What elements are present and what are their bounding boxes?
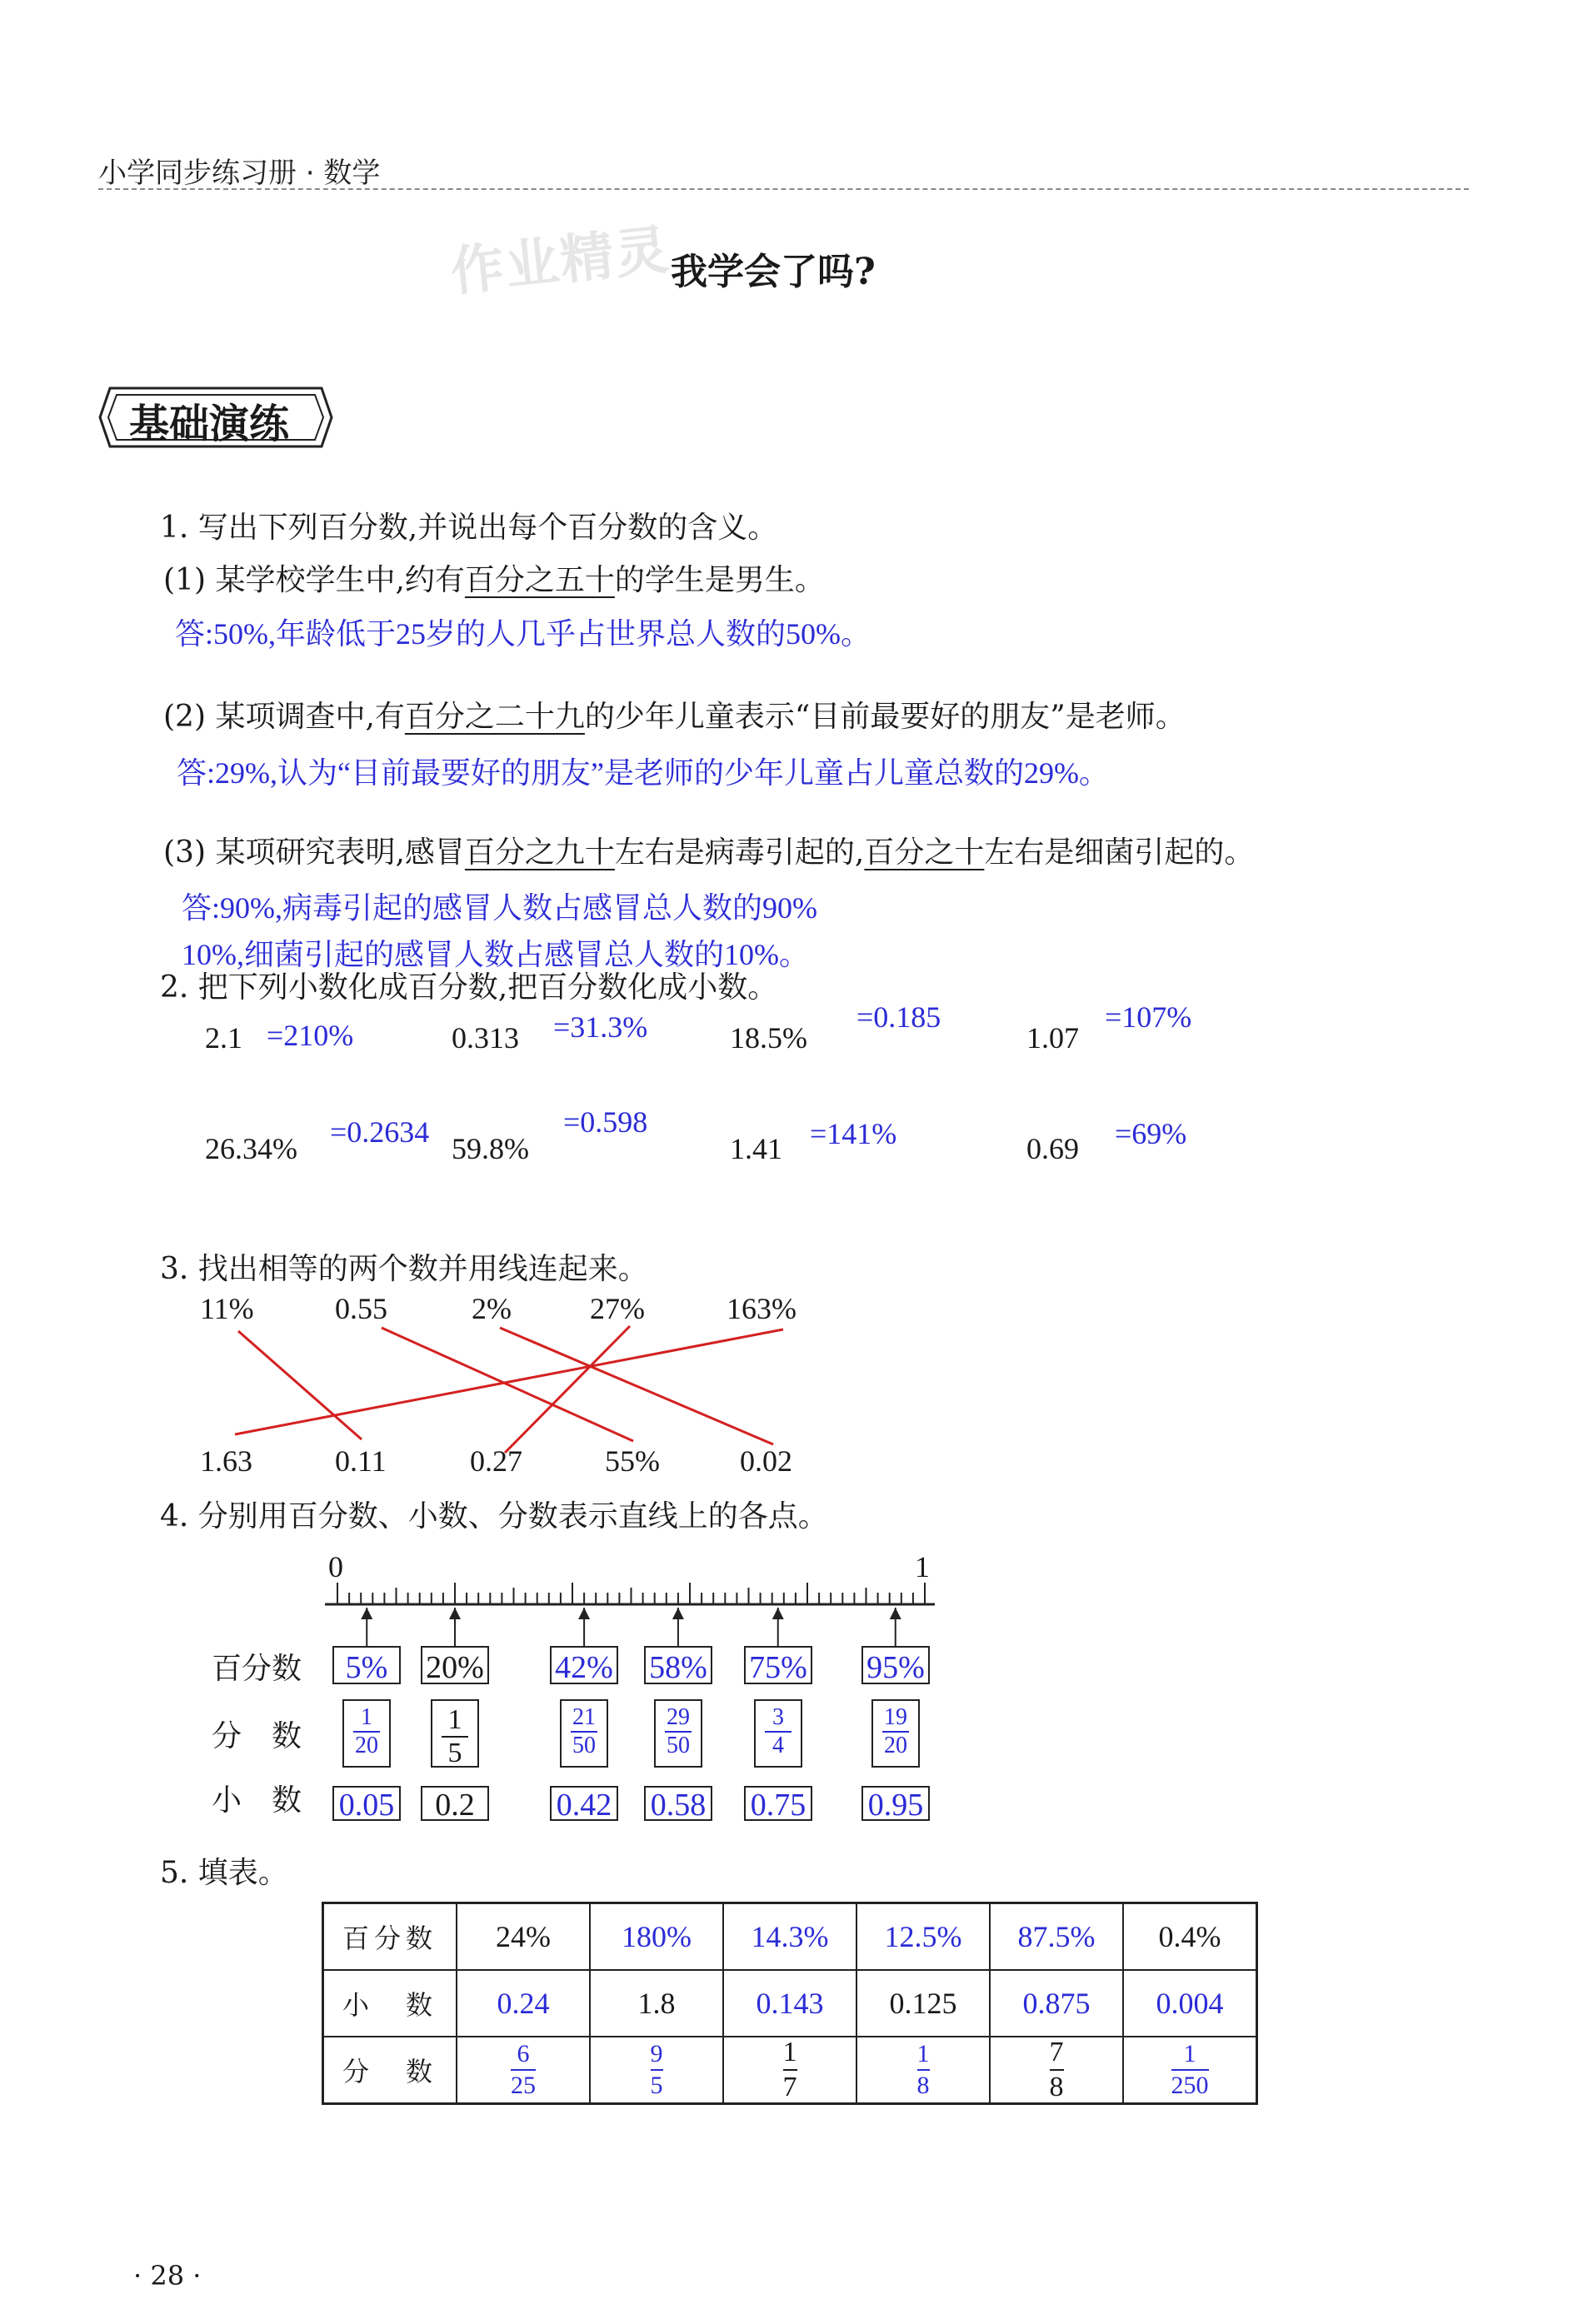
q1-item-2-underlined: 百分之二十九 — [404, 700, 585, 734]
percent-value: 42% — [555, 1650, 613, 1685]
page-number: · 28 · — [133, 2260, 202, 2292]
percent-answer-box[interactable] — [861, 1646, 930, 1684]
decimal-value: 0.05 — [338, 1788, 395, 1823]
percent-answer-box[interactable] — [421, 1646, 489, 1684]
q3-bottom-0.02: 0.02 — [740, 1444, 792, 1478]
fraction-answer-box[interactable] — [431, 1699, 479, 1768]
decimal-value: 0.95 — [867, 1788, 924, 1823]
q2-r2-question: 26.34% — [205, 1132, 297, 1165]
q5-title: 5. 填表。 — [160, 1856, 288, 1890]
table-row-percent — [323, 1903, 1257, 1971]
q3-bottom-0.27: 0.27 — [470, 1444, 522, 1478]
denominator: 25 — [511, 2072, 536, 2099]
q2-r2-question: 1.41 — [730, 1132, 782, 1165]
fraction-value: 29 50 — [656, 1706, 701, 1758]
table-cell — [1123, 2037, 1257, 2104]
q3-bottom-0.11: 0.11 — [335, 1444, 387, 1478]
percent-answer-box[interactable] — [644, 1646, 712, 1684]
book-title: 小学同步练习册 · 数学 — [98, 157, 381, 190]
q3-top-11pct: 11% — [200, 1292, 254, 1325]
numberline-start-label: 0 — [328, 1550, 343, 1583]
numerator: 1 — [1183, 2040, 1196, 2067]
table-cell: 1.8 — [590, 1970, 723, 2037]
numberline-end-label: 1 — [915, 1550, 930, 1583]
q3-top-2pct: 2% — [472, 1292, 512, 1325]
table-cell: 0.875 — [990, 1970, 1123, 2037]
q1-item-3-underlined-2: 百分之十 — [864, 835, 985, 870]
q2-r1-question: 2.1 — [205, 1021, 242, 1055]
fraction-value: 19 20 — [873, 1706, 918, 1758]
percent-answer-box[interactable] — [744, 1646, 812, 1684]
arrowhead-icon — [772, 1608, 784, 1619]
table-cell: 0.24 — [457, 1970, 590, 2037]
q3-top-163pct: 163% — [727, 1292, 796, 1325]
percent-value: 5% — [345, 1650, 388, 1685]
denominator: 250 — [1171, 2072, 1209, 2099]
q2-r1-question: 1.07 — [1026, 1021, 1079, 1055]
q2-r1-answer: =210% — [267, 1019, 354, 1052]
q3-bottom-55pct: 55% — [605, 1444, 660, 1478]
percent-value: 58% — [649, 1650, 707, 1685]
percent-value: 75% — [749, 1650, 807, 1685]
arrowhead-icon — [578, 1608, 590, 1619]
q2-r1-question: 18.5% — [730, 1021, 807, 1055]
q2-r1-answer: =31.3% — [553, 1010, 648, 1044]
arrowhead-icon — [890, 1608, 901, 1619]
q1-item-1-text-end: 的学生是男生。 — [614, 563, 825, 597]
section-badge-label: 基础演练 — [129, 401, 290, 447]
denominator: 5 — [650, 2072, 663, 2099]
numerator: 9 — [650, 2040, 663, 2067]
q2-r1-answer: =107% — [1105, 1000, 1192, 1034]
row-label-percent: 百分数 — [212, 1652, 302, 1686]
row-label-fraction: 分 数 — [212, 1719, 302, 1753]
denominator: 7 — [782, 2072, 797, 2102]
denominator: 8 — [916, 2072, 930, 2099]
q2-r2-question: 59.8% — [452, 1132, 529, 1165]
q1-item-3-text-end: 左右是细菌引起的。 — [984, 835, 1255, 870]
decimal-answer-box[interactable] — [332, 1786, 401, 1821]
fraction-answer-box[interactable] — [560, 1699, 608, 1768]
fraction-answer-box[interactable] — [754, 1699, 802, 1768]
decimal-value: 0.2 — [435, 1788, 475, 1823]
q1-item-2-text: (2) 某项调查中,有 — [163, 700, 405, 734]
decimal-answer-box[interactable] — [421, 1786, 489, 1821]
decimal-value: 0.75 — [750, 1788, 806, 1823]
fraction-answer-box[interactable] — [871, 1699, 920, 1768]
fraction-answer-box[interactable] — [654, 1699, 702, 1768]
q1-item-2-text-end: 的少年儿童表示“目前最要好的朋友”是老师。 — [584, 700, 1186, 734]
table-row-decimal — [323, 1970, 1257, 2037]
q1-answer-1: 答:50%,年龄低于25岁的人几乎占世界总人数的50%。 — [175, 617, 871, 651]
denominator: 8 — [1049, 2072, 1064, 2102]
q3-title: 3. 找出相等的两个数并用线连起来。 — [160, 1252, 648, 1286]
decimal-answer-box[interactable] — [744, 1786, 812, 1821]
q4-title: 4. 分别用百分数、小数、分数表示直线上的各点。 — [160, 1499, 828, 1534]
q1-item-1-text: (1) 某学校学生中,约有 — [163, 563, 465, 597]
table-cell: 0.004 — [1123, 1970, 1257, 2037]
table-cell: 0.4% — [1123, 1903, 1257, 1971]
table-header-percent: 百分数 — [323, 1903, 457, 1971]
q1-answer-2: 答:29%,认为“目前最要好的朋友”是老师的少年儿童占儿童总数的29%。 — [177, 756, 1109, 790]
decimal-answer-box[interactable] — [644, 1786, 712, 1821]
decimal-value: 0.42 — [556, 1788, 612, 1823]
table-row-fraction — [323, 2037, 1257, 2104]
q1-item-3-text: (3) 某项研究表明,感冒 — [163, 835, 465, 870]
q3-top-27pct: 27% — [590, 1292, 645, 1325]
q1-answer-3a: 答:90%,病毒引起的感冒人数占感冒总人数的90% — [182, 891, 817, 925]
q3-top-0.55: 0.55 — [335, 1292, 387, 1325]
table-cell — [856, 2037, 990, 2104]
q2-r1-answer: =0.185 — [856, 1000, 941, 1034]
q1-answer-3b: 10%,细菌引起的感冒人数占感冒总人数的10%。 — [182, 938, 809, 971]
watermark: 作业精灵 — [447, 219, 673, 304]
q1-item-3-underlined-1: 百分之九十 — [464, 835, 615, 870]
arrowhead-icon — [361, 1608, 372, 1619]
q2-r1-question: 0.313 — [452, 1021, 519, 1055]
q1-title: 1. 写出下列百分数,并说出每个百分数的含义。 — [160, 511, 778, 545]
fraction-value: 21 50 — [562, 1706, 607, 1758]
conversion-table — [322, 1902, 1258, 2105]
numerator: 1 — [782, 2037, 797, 2067]
table-cell: 24% — [457, 1903, 590, 1971]
table-header-fraction: 分 数 — [323, 2037, 457, 2104]
table-header-decimal: 小 数 — [323, 1970, 457, 2037]
table-cell: 0.125 — [856, 1970, 990, 2037]
decimal-answer-box[interactable] — [550, 1786, 618, 1821]
q2-r2-answer: =0.2634 — [330, 1115, 430, 1149]
q2-r2-answer: =0.598 — [563, 1105, 648, 1139]
q2-r2-answer: =141% — [810, 1117, 897, 1150]
percent-value: 95% — [866, 1650, 925, 1685]
numerator: 1 — [916, 2040, 930, 2067]
table-cell: 180% — [590, 1903, 723, 1971]
percent-answer-box[interactable] — [332, 1646, 401, 1684]
table-cell: 0.143 — [723, 1970, 856, 2037]
fraction-value: 3 4 — [756, 1706, 801, 1758]
fraction-answer-box[interactable] — [342, 1699, 391, 1768]
q3-bottom-1.63: 1.63 — [200, 1444, 252, 1478]
arrowhead-icon — [449, 1608, 461, 1619]
table-cell: 12.5% — [856, 1903, 990, 1971]
q1-item-1-underlined: 百分之五十 — [464, 563, 615, 597]
q2-title: 2. 把下列小数化成百分数,把百分数化成小数。 — [160, 970, 778, 1005]
q2-r2-question: 0.69 — [1026, 1132, 1079, 1165]
arrowhead-icon — [672, 1608, 684, 1619]
percent-value: 20% — [426, 1650, 484, 1685]
section-title: 我学会了吗? — [671, 251, 876, 293]
table-cell: 14.3% — [723, 1903, 856, 1971]
fraction-value: 1 20 — [344, 1706, 389, 1758]
table-cell — [990, 2037, 1123, 2104]
table-cell — [590, 2037, 723, 2104]
numerator: 6 — [517, 2040, 530, 2067]
table-cell — [457, 2037, 590, 2104]
decimal-answer-box[interactable] — [861, 1786, 930, 1821]
percent-answer-box[interactable] — [550, 1646, 618, 1684]
decimal-value: 0.58 — [650, 1788, 707, 1823]
row-label-decimal: 小 数 — [212, 1783, 302, 1818]
q2-r2-answer: =69% — [1115, 1117, 1187, 1150]
fraction-value: 1 5 — [432, 1706, 477, 1768]
q1-item-3-text-mid: 左右是病毒引起的, — [614, 835, 865, 870]
table-cell: 87.5% — [990, 1903, 1123, 1971]
numerator: 7 — [1049, 2037, 1064, 2067]
table-cell — [723, 2037, 856, 2104]
